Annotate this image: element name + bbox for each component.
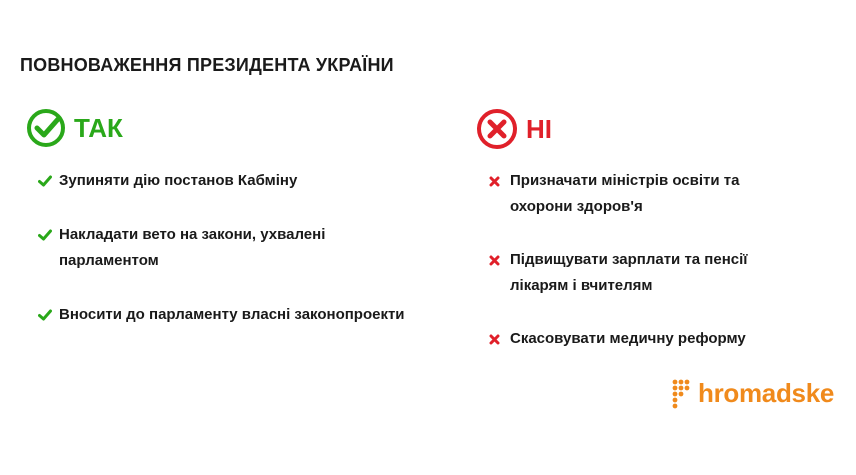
list-item: [38, 222, 448, 274]
cross-icon: [489, 168, 503, 194]
hromadske-logo: [672, 378, 834, 409]
list-item: [489, 168, 819, 220]
list-item: [489, 247, 819, 299]
list-item-text: Вносити до парламенту власні законопроекти: [59, 306, 405, 323]
check-icon: [38, 168, 52, 194]
cross-circle-icon: [476, 108, 518, 150]
list-item-text: Підвищувати зарплати та пенсії лікарям і вчителям: [510, 251, 748, 294]
list-item-text: Скасовувати медичну реформу: [510, 330, 746, 347]
list-item: [38, 302, 448, 328]
list-item-text: Зупиняти дію постанов Кабміну: [59, 172, 298, 189]
check-icon: [38, 302, 52, 328]
list-item: [489, 326, 819, 352]
list-item: [38, 168, 448, 194]
logo-dots-icon: [672, 379, 694, 409]
list-item-text: Накладати вето на закони, ухвалені парламентом: [59, 226, 326, 269]
page-title: ПОВНОВАЖЕННЯ ПРЕЗИДЕНТА УКРАЇНИ: [20, 55, 394, 75]
no-header: [476, 108, 552, 150]
check-icon: [38, 222, 52, 248]
logo-text: hromadske: [698, 378, 835, 408]
no-list: [489, 168, 819, 379]
check-circle-icon: [26, 108, 66, 148]
cross-icon: [489, 247, 503, 273]
yes-label: ТАК: [74, 112, 123, 143]
list-item-text: Призначати міністрів освіти та охорони здоров'я: [510, 172, 740, 215]
no-label: НІ: [526, 113, 552, 144]
cross-icon: [489, 326, 503, 352]
yes-list: [38, 168, 448, 356]
yes-header: [26, 108, 123, 148]
